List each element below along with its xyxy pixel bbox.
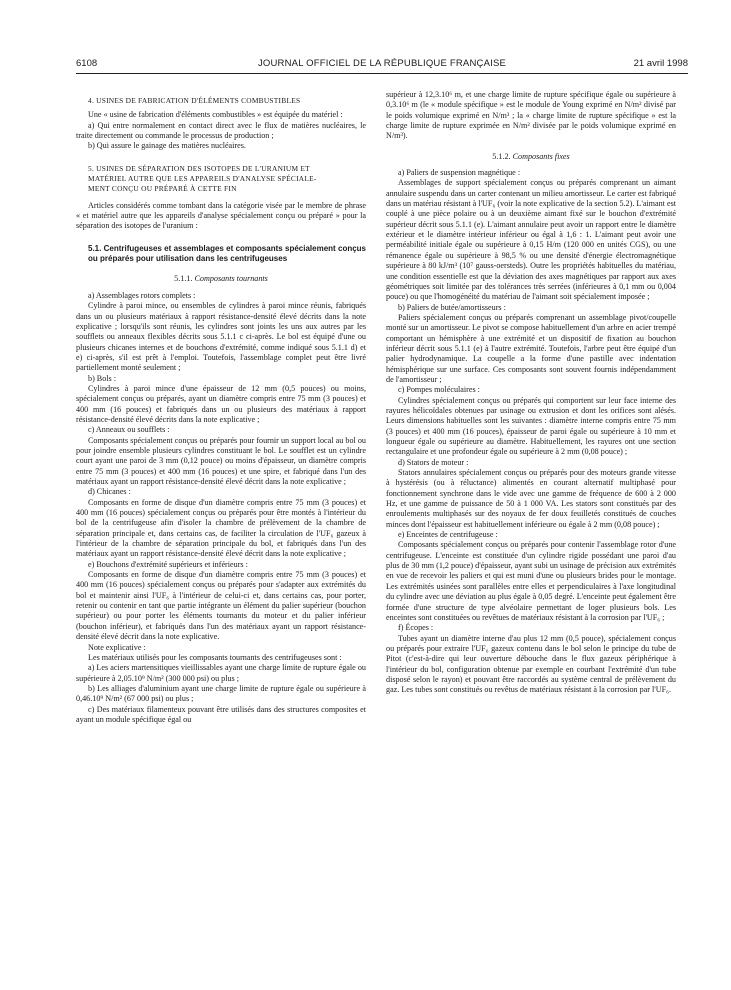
paragraph: Composants spécialement conçus ou préparés pour fournir un support local au bol ou pour joindre ensemble plusieurs cylindres constituant le bol. Le soufflet est un cylindre court ayant une paroi de 3 mm (0,12 pouce) ou moins d'épaisseur, un diamètre compris entre 75 mm (3 pouces) et 400 mm (16 pouces) et une spire, et fabriqué dans l'un des matériaux ayant un rapport résistance-densité élevé décrit dans la note explicative ; [76,435,366,486]
paragraph: Les matériaux utilisés pour les composants tournants des centrifugeuses sont : [88,652,342,662]
paragraph: a) Paliers de suspension magnétique : [398,168,521,178]
paragraph: b) Les alliages d'aluminium ayant une charge limite de rupture égale ou supérieure à 0,46.10⁹ N/m² (67 000 psi) ou plus ; [76,683,366,704]
paragraph: Cylindre à paroi mince, ou ensembles de cylindres à paroi mince réunis, fabriqués dans un ou plusieurs matériaux à rapport résistance-densité élevé décrits dans la note explicative ; lorsqu'ils sont réunis, les cylindres sont joints les uns aux autres par les soufflets ou anneaux flexibles décrits sous 5.1.1 c ci-après. Le bol est équipé d'une ou plusieurs chicanes internes et de bouchons d'extrémité, comme indiqué sous 5.1.1 d) et e) ci-après, s'il est prêt à l'emploi. Toutefois, l'assemblage complet peut être livré partiellement monté seulement ; [76,301,366,373]
paragraph: Note explicative : [88,642,146,652]
paragraph: Stators annulaires spécialement conçus ou préparés pour des moteurs grande vitesse à hystérésis (ou à réluctance) alimentés en courant alternatif multiphasé pour fonctionnement synchrone dans le vide avec une gamme de fréquence de 600 à 2 000 Hz, et une gamme de puissance de 50 à 1 000 VA. Les stators sont constitués par des enroulements multiphasés sur des noyaux de fer doux feuilletés constitués de couches minces dont l'épaisseur est habituellement inférieure ou égale à 2 mm (0,08 pouce) ; [386,468,676,529]
section-5-1-1-heading [76,274,366,284]
section-5-1-heading: 5.1. Centrifugeuses et assemblages et composants spécialement conçus ou préparés pour utilisation dans les centrifugeuses [88,243,366,264]
page-number: 6108 [76,58,98,69]
paragraph: a) Qui entre normalement en contact direct avec le flux de matières nucléaires, le traite directement ou commande le processus de production ; [76,120,366,141]
section-number: 5.1.1. [174,274,193,284]
paragraph: Cylindres à paroi mince d'une épaisseur de 12 mm (0,5 pouces) ou moins, spécialement conçus ou préparés, ayant un diamètre compris entre 75 mm (3 pouces) et 400 mm (16 pouces) et fabriqués dans un ou plusieurs des matériaux à rapport résistance-densité élevé décrits dans la note explicative ; [76,383,366,424]
journal-title: JOURNAL OFFICIEL DE LA RÉPUBLIQUE FRANÇAISE [257,58,507,69]
paragraph: c) Des matériaux filamenteux pouvant être utilisés dans des structures composites et ayant un module spécifique égal ou [76,704,366,724]
paragraph: Composants spécialement conçus ou préparés pour contenir l'assemblage rotor d'une centrifugeuse. L'enceinte est constituée d'un cylindre rigide possédant une paroi d'au plus de 30 mm (1,2 pouce) d'épaisseur, ayant subi un usinage de précision aux extrémités en vue de recevoir les paliers et qui est muni d'une ou plusieurs brides pour le montage. Les extrémités usinées sont parallèles entre elles et perpendiculaires à l'axe longitudinal du cylindre avec une déviation au plus égale à 0,05 degré. L'enceinte peut également être formée d'une structure de type alvéolaire permettant de loger plusieurs bols. Les enceintes sont constituées ou revêtues de matériaux résistant à la corrosion par l'UF₆ ; [386,540,676,622]
paragraph: a) Assemblages rotors complets : [88,290,196,300]
paragraph: b) Qui assure le gainage des matières nucléaires. [88,141,246,151]
paragraph: Articles considérés comme tombant dans la catégorie visée par le membre de phrase « et matériel autre que les appareils d'analyse spécialement conçu ou préparé » pour la séparation des isotopes de l'uranium : [76,200,366,231]
paragraph: Paliers spécialement conçus ou préparés comprenant un assemblage pivot/coupelle monté sur un amortisseur. Le pivot se compose habituellement d'un arbre en acier trempé comportant un hémisphère à une extrémité et un dispositif de fixation au bouchon inférieur décrit sous 5.1.1 (e) à l'autre extrémité. Toutefois, l'arbre peut être équipé d'un palier hydrodynamique. La coupelle a la forme d'une pastille avec indentation hémisphérique sur une surface. Ces composants sont souvent fournis indépendamment de l'amortisseur ; [386,312,676,384]
paragraph: b) Paliers de butée/amortisseurs : [398,302,506,312]
section-title: Composants fixes [512,151,570,161]
paragraph: d) Chicanes : [88,487,131,497]
section-5-heading [76,164,366,195]
paragraph: Composants en forme de disque d'un diamètre compris entre 75 mm (3 pouces) et 400 mm (16 pouces) spécialement conçus ou préparés pour être montés à l'intérieur du bol de la centrifugeuse afin d'isoler la chambre de prélèvement de la chambre de séparation principale et, dans certains cas, de faciliter la circulation de l'UF₆ gazeux à l'intérieur de la chambre de séparation principale du bol, et fabriqués dans l'un des matériaux ayant un rapport résistance-densité élevé décrit dans la note explicative ; [76,497,366,559]
paragraph: Assemblages de support spécialement conçus ou préparés comprenant un aimant annulaire suspendu dans un carter contenant un milieu amortisseur. Le carter est fabriqué dans un matériau résistant à l'UF₆ (voir la note explicative de la section 5.2). L'aimant est couplé à une pièce polaire ou à un deuxième aimant fixé sur le bouchon d'extrémité supérieur décrit sous 5.1.1 (e). L'aimant annulaire peut avoir un rapport entre le diamètre extérieur et le diamètre intérieur inférieur ou égal à 1,6 : 1. L'aimant peut avoir une perméabilité initiale égale ou supérieure à 0,15 H/m (120 000 en unités CGS), ou une rémanence égale ou supérieure à 98,5 % ou une densité d'énergie électromagnétique supérieure à 80 kJ/m³ (10⁷ gauss-oersteds). Outre les propriétés habituelles du matériau, une condition essentielle est que la déviation des axes magnétiques par rapport aux axes géométriques soit limitée par des tolérances très serrées (inférieures à 0,1 mm ou 0,004 pouce) ou que l'homogénéité du matériau de l'aimant soit spécialement imposée ; [386,178,676,302]
paragraph: a) Les aciers martensitiques vieillissables ayant une charge limite de rupture égale ou supérieure à 2,05.10⁹ N/m² (300 000 psi) ou plus ; [76,663,366,683]
paragraph: b) Bols : [88,373,116,383]
section-4-heading: 4. USINES DE FABRICATION D'ÉLÉMENTS COMBUSTIBLES [88,96,301,105]
section-number: 5.1.2. [492,151,511,161]
paragraph: c) Anneaux ou soufflets : [88,425,170,435]
heading-line: 5. USINES DE SÉPARATION DES ISOTOPES DE L'URANIUM ET [88,163,310,173]
page-header [76,58,688,72]
paragraph: Une « usine de fabrication d'éléments combustibles » est équipée du matériel : [88,110,343,120]
heading-line: MENT CONÇU OU PRÉPARÉ À CETTE FIN [88,184,237,194]
publication-date: 21 avril 1998 [633,58,688,69]
section-title: Composants tournants [194,274,268,284]
header-rule [76,73,688,74]
heading-line: MATÉRIEL AUTRE QUE LES APPAREILS D'ANALYSE SPÉCIALE- [88,174,317,184]
paragraph: supérieur à 12,3.10⁶ m, et une charge limite de rupture spécifique égale ou supérieure à 0,3.10⁶ m (le « module spécifique » est le module de Young exprimé en N/m² divisé par le poids volumique exprimé en N/m³ ; la « charge limite de rupture spécifique » est la charge limite de rupture exprimée en N/m² divisée par le poids volumique exprimé en N/m³). [386,90,676,141]
paragraph: c) Pompes moléculaires : [398,385,480,395]
right-column [386,90,676,696]
section-5-1-2-heading [386,152,676,162]
left-column [76,96,366,725]
paragraph: Tubes ayant un diamètre interne d'au plus 12 mm (0,5 pouce), spécialement conçus ou préparés pour extraire l'UF₆ gazeux contenu dans le bol selon le principe du tube de Pitot (c'est-à-dire qui leur ouverture débouche dans le flux gazeux périphérique à l'intérieur du bol, configuration obtenue par exemple en courbant l'extrémité d'un tube disposé selon le rayon) et pouvant être raccordés au système central de prélèvement du gaz. Les tubes sont constitués ou revêtus de matériaux résistant à la corrosion par l'UF₆. [386,633,676,695]
paragraph: Cylindres spécialement conçus ou préparés qui comportent sur leur face interne des rayures hélicoïdales obtenues par usinage ou extrusion et dont les orifices sont alésés. Leurs dimensions habituelles sont les suivantes : diamètre interne compris entre 75 mm (3 pouces) et 400 mm (16 pouces), épaisseur de paroi égale ou supérieure à 10 mm et longueur égale ou supérieure au diamètre. Habituellement, les rayures ont une section rectangulaire et une profondeur égale ou supérieure à 2 mm (0,08 pouce) ; [386,395,676,457]
paragraph: d) Stators de moteur : [398,457,469,467]
paragraph: e) Enceintes de centrifugeuse : [398,530,498,540]
paragraph: f) Écopes : [398,623,434,633]
paragraph: Composants en forme de disque d'un diamètre compris entre 75 mm (3 pouces) et 400 mm (16 pouces) spécialement conçus ou préparés pour s'adapter aux extrémités du bol et maintenir ainsi l'UF₆ à l'intérieur de celui-ci et, dans certains cas, pour porter, retenir ou contenir en tant que partie intégrante un élément du palier supérieur (bouchon supérieur) ou pour porter les éléments tournants du moteur et du palier inférieur (bouchon inférieur), et fabriqués dans l'un des matériaux ayant un rapport résistance-densité élevé décrit dans la note explicative. [76,570,366,642]
paragraph: e) Bouchons d'extrémité supérieurs et inférieurs : [88,559,248,569]
